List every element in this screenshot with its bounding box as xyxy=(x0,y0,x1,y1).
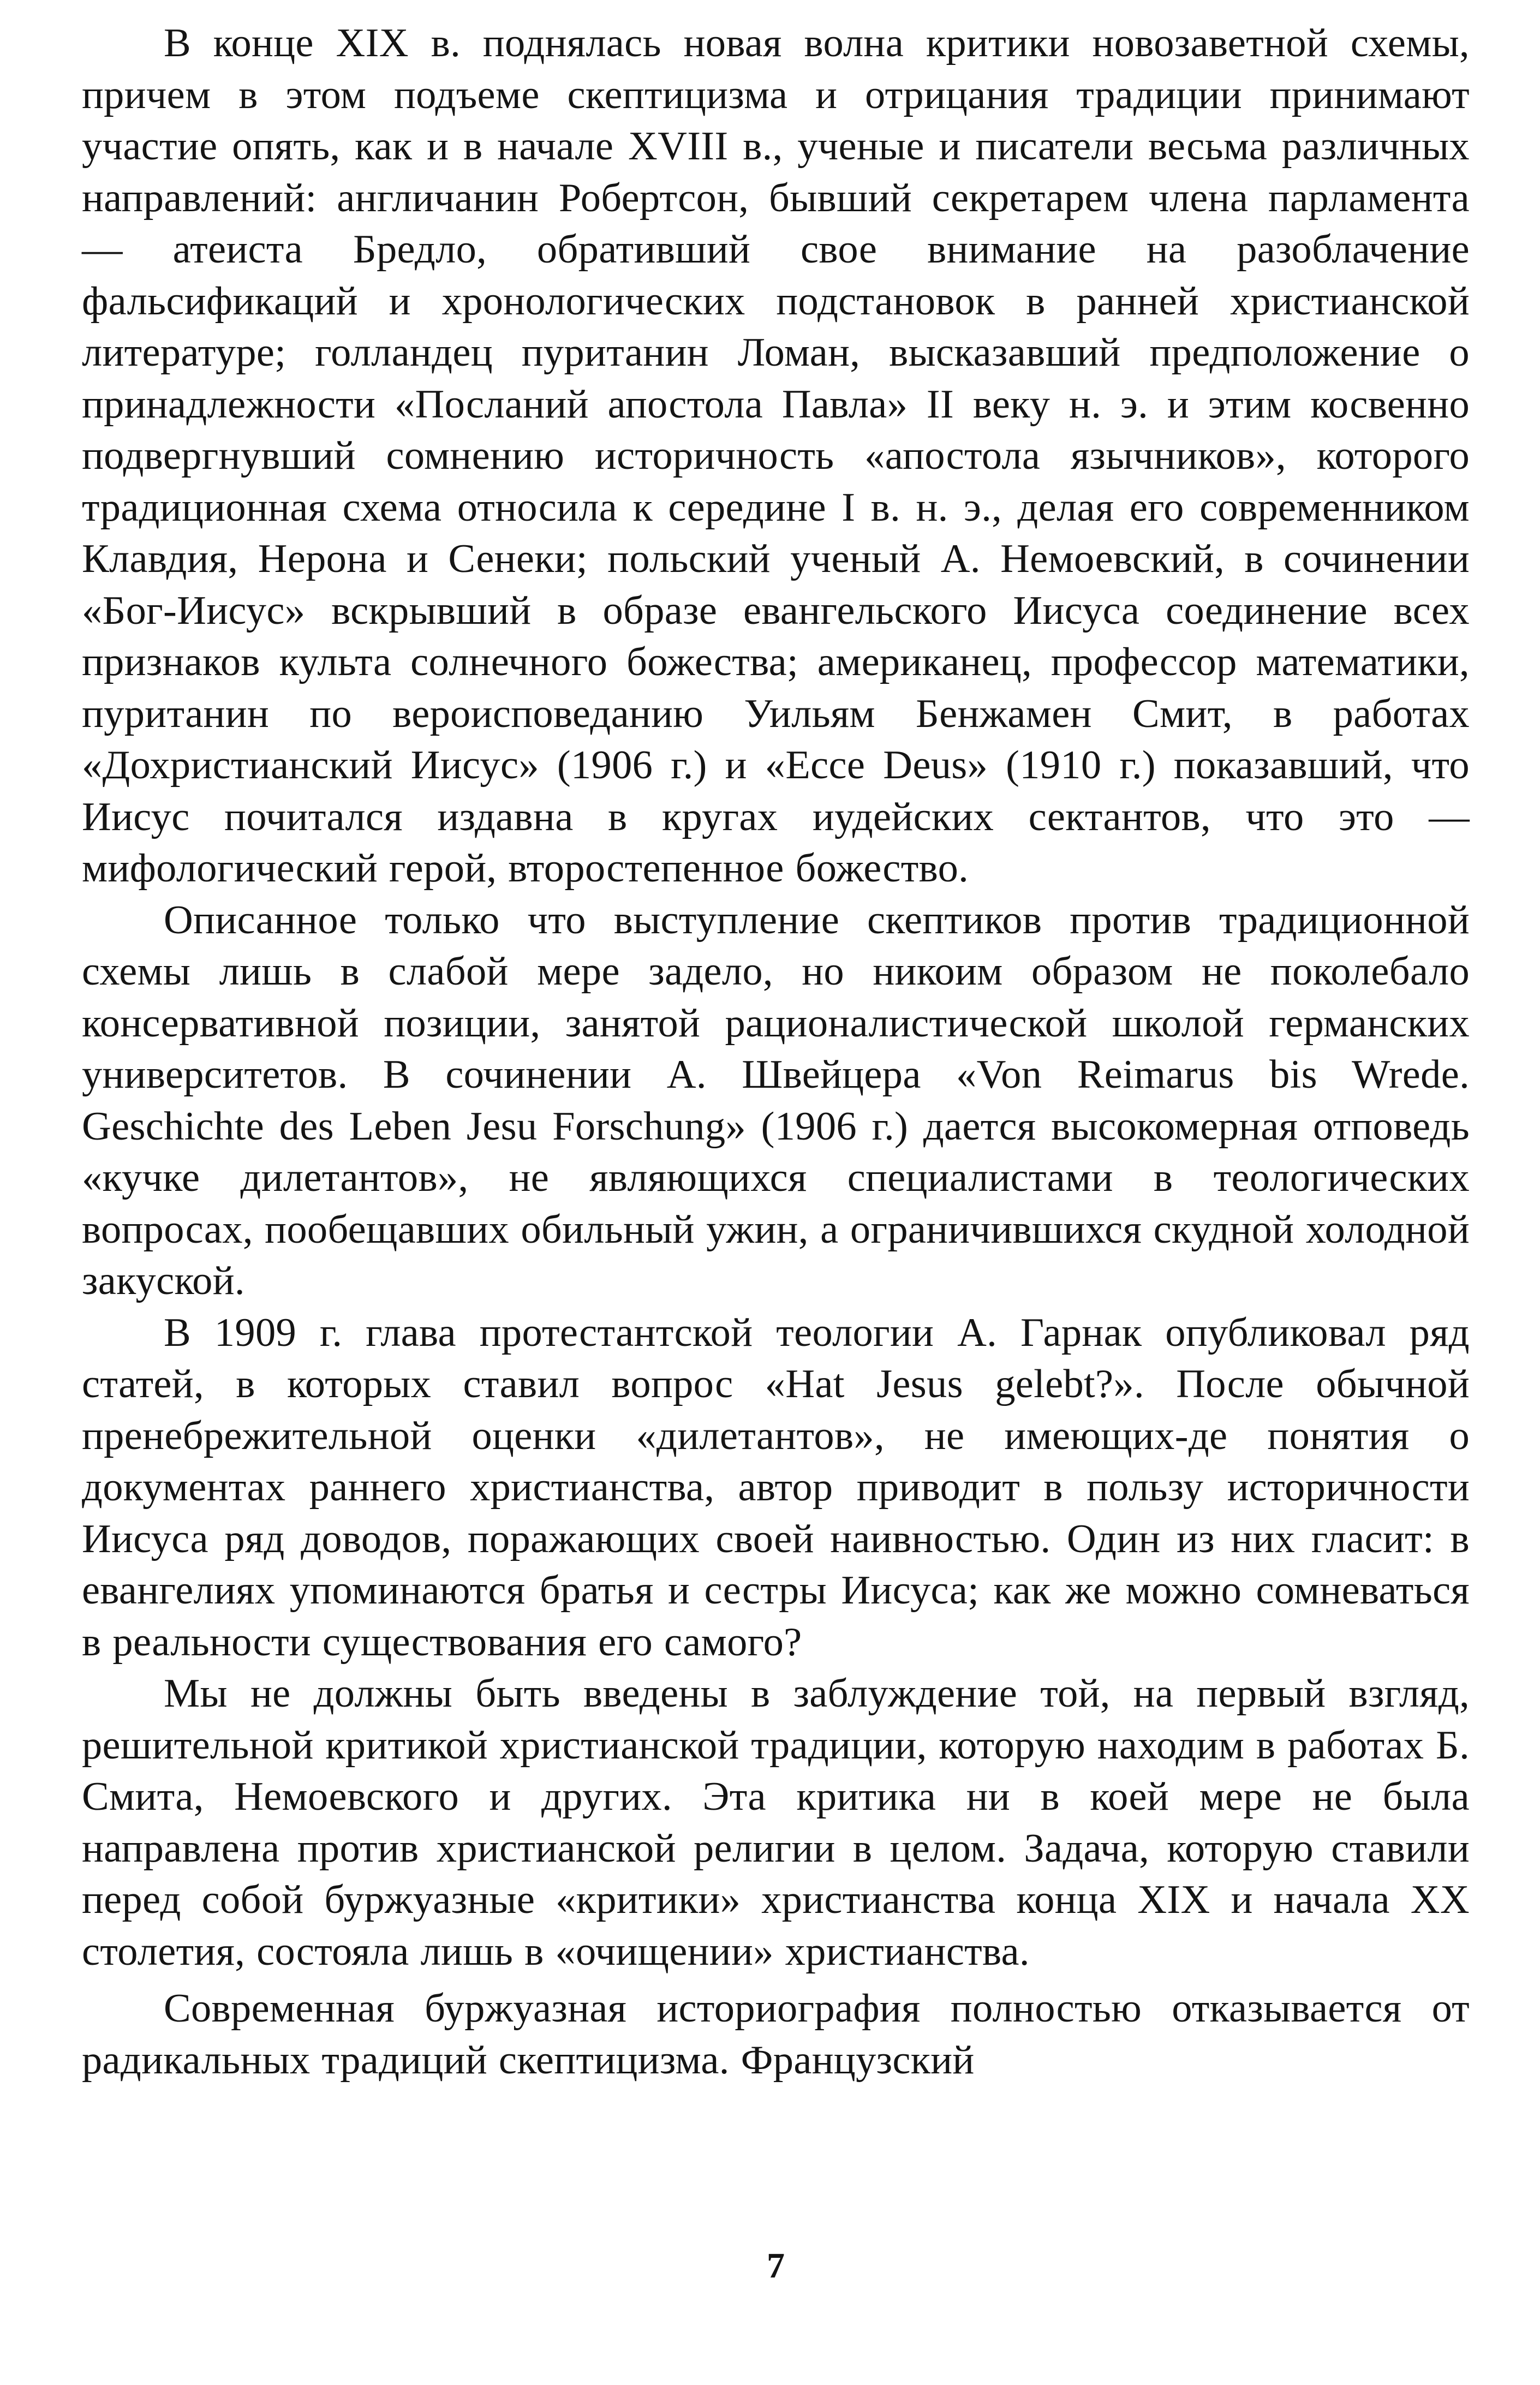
document-page xyxy=(82,17,1470,2364)
paragraph-3: В 1909 г. глава протестантской теологии А. Гарнак опубликовал ряд статей, в которых ставил вопрос «Hat Jesus gelebt?». После обычной пренебрежительной оценки «дилетантов», не имеющих-де понятия о документах раннего христианства, автор приводит в пользу историчности Иисуса ряд доводов, поражающих своей наивностью. Один из них гласит: в евангелиях упоминаются братья и сестры Иисуса; как же можно сомневаться в реальности существования его самого? xyxy=(82,1310,1470,1665)
paragraph-2: Описанное только что выступление скептиков против традиционной схемы лишь в слабой мере задело, но никоим образом не поколебало консервативной позиции, занятой рационалистической школой германских университетов. В сочинении А. Швейцера «Von Reimarus bis Wrede. Geschichte des Leben Jesu Forschung» (1906 г.) дается высокомерная отповедь «кучке дилетантов», не являющихся специалистами в теологических вопросах, пообещавших обильный ужин, а ограничившихся скудной холодной закуской. xyxy=(82,897,1470,1303)
paragraph-1: В конце XIX в. поднялась новая волна критики новозаветной схемы, причем в этом подъеме скептицизма и отрицания традиции принимают участие опять, как и в начале XVIII в., ученые и писатели весьма различных направлений: англичанин Робертсон, бывший секретарем члена парламента — атеиста Бредло, обративший свое внимание на разоблачение фальсификаций и хронологических подстановок в ранней христианской литературе; голландец пуританин Ломан, высказавший предположение о принадлежности «Посланий апостола Павла» II веку н. э. и этим косвенно подвергнувший сомнению историчность «апостола язычников», которого традиционная схема относила к середине I в. н. э., делая его современником Клавдия, Нерона и Сенеки; польский ученый А. Немоевский, в сочинении «Бог-Иисус» вскрывший в образе евангельского Иисуса соединение всех признаков культа солнечного божества; американец, профессор математики, пуританин по вероисповеданию Уильям Бенжамен Смит, в работах «Дохристианский Иисус» (1906 г.) и «Ecce Deus» (1910 г.) показавший, что Иисус почитался издавна в кругах иудейских сектантов, что это — мифологический герой, второстепенное божество. xyxy=(82,21,1470,891)
page-number: 7 xyxy=(767,2246,785,2286)
paragraph-4: Мы не должны быть введены в заблуждение той, на первый взгляд, решительной критикой христианской традиции, которую находим в работах Б. Смита, Немоевского и других. Эта критика ни в коей мере не была направлена против христианской религии в целом. Задача, которую ставили перед собой буржуазные «критики» христианства конца XIX и начала XX столетия, состояла лишь в «очищении» христианства. xyxy=(82,1671,1470,1974)
body-text xyxy=(82,17,1470,2086)
paragraph-5: Современная буржуазная историография полностью отказывается от радикальных традиций скептицизма. Французский xyxy=(82,1986,1470,2083)
